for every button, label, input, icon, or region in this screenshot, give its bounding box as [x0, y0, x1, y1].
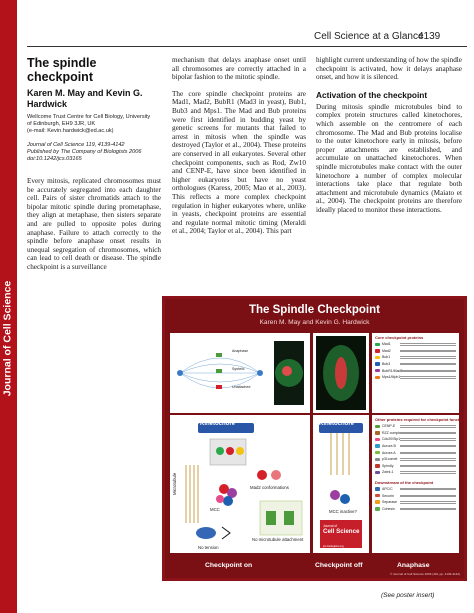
kinetochore-label: Kinetochore — [200, 421, 236, 427]
micrograph-panel — [313, 333, 369, 413]
legend-protein-name: BubR1/Mad3 — [382, 368, 403, 373]
chromosome-unattached — [216, 385, 222, 389]
core-proteins-legend — [372, 333, 459, 413]
chromosome — [284, 511, 294, 525]
inhibition-arrow — [222, 527, 230, 539]
anaphase-label: Anaphase — [397, 562, 430, 569]
legend-protein-name: Spindly — [382, 463, 394, 468]
legend-item — [372, 492, 459, 499]
column-1 — [27, 56, 161, 272]
legend-description — [400, 444, 456, 447]
journal-logo-url: jcs.biologists.org — [323, 544, 344, 548]
poster-thumbnail[interactable] — [162, 296, 467, 581]
legend-protein-name: Securin — [382, 493, 394, 498]
mad1-protein — [216, 447, 224, 455]
legend-description — [400, 451, 456, 454]
spindle-diagram — [170, 333, 310, 413]
kinetochore-diagram — [170, 415, 310, 553]
legend-swatch — [375, 349, 380, 353]
mad2-conformations-label: Mad2 conformations — [250, 485, 289, 490]
legend-protein-name: p31comet — [382, 457, 398, 462]
kinetochore-panel — [170, 415, 310, 553]
legend-swatch — [375, 431, 380, 435]
other-proteins-legend — [372, 415, 466, 553]
spindle-pole — [257, 370, 263, 376]
legend-item — [372, 506, 459, 513]
legend-item — [372, 374, 459, 381]
other-proteins-heading: Other proteins required for checkpoint function — [375, 417, 466, 422]
legend-protein-name: Zwint-1 — [382, 470, 394, 475]
body-paragraph: During mitosis spindle microtubules bind to complex protein structures called kinetochores, which assemble on the centromere of each chromosome. The Mad and Bub proteins localise to the outer kinetochore early in mitosis, before proper attachments are established, and accumulate on unattached kinetochores. When spindle microtubules make contact with the outer kinetochore a number of complex molecular interactions take place that regulate both attachment and microtubule dynamics (Maiato et al., 2004). The checkpoint proteins are therefore ideally placed to monitor these interactions. — [316, 102, 462, 214]
legend-item — [372, 430, 459, 437]
legend-swatch — [375, 451, 380, 455]
poster-title: The Spindle Checkpoint — [249, 304, 380, 316]
micrograph-image — [313, 333, 369, 413]
label-unattached: Unattached — [232, 385, 251, 389]
journal-sidebar — [0, 0, 17, 613]
legend-swatch — [375, 464, 380, 468]
legend-swatch — [375, 343, 380, 347]
legend-description — [400, 501, 456, 504]
micrograph-chromatin — [282, 366, 292, 376]
journal-logo-name: Cell Science — [323, 528, 360, 535]
legend-protein-name: APC/C — [382, 487, 393, 492]
core-proteins-heading: Core checkpoint proteins — [375, 335, 424, 340]
citation-doi: doi:10.1242/jcs.03165 — [27, 156, 82, 162]
legend-protein-name: Separase — [382, 500, 397, 505]
legend-swatch — [375, 425, 380, 429]
legend-description — [400, 369, 456, 372]
legend-item — [372, 348, 459, 355]
microtubule-bundle — [186, 465, 198, 523]
bub1-protein — [236, 447, 244, 455]
legend-protein-name: Aurora B — [382, 444, 396, 449]
article-title: The spindle checkpoint — [27, 56, 97, 84]
body-paragraph: The core spindle checkpoint proteins are Mad1, Mad2, BubR1 (Mad3 in yeast), Bub1, Bub3 and Mps1. The Mad and Bub proteins were first identified in budding yeast by genetic screens for mutants that failed to arrest in mitosis when the spindle was destroyed (Taylor et al., 2004). These proteins are conserved in all eukaryotes. Several other checkpoint components, such as Rod, Zw10 and CENP-E, have since been identified in higher eukaryotes but have no yeast orthologues (Karess, 2005; Mao et al., 2003). This reflects a more complex checkpoint regulation in higher eukaryotes where, unlike in yeasts, checkpoint proteins are essential and regulate normal mitotic timing (Meraldi et al., 2004; Taylor et al., 2004). This part — [172, 89, 306, 236]
poster-authors: Karen M. May and Kevin G. Hardwick — [259, 319, 370, 326]
legend-item — [372, 341, 459, 348]
mcc-label: MCC — [210, 507, 220, 512]
body-paragraph: highlight current understanding of how the spindle checkpoint is activated, how it delays anaphase onset, and how it is silenced. — [316, 56, 462, 82]
legend-swatch — [375, 458, 380, 462]
legend-description — [400, 464, 456, 467]
article-authors: Karen M. May and Kevin G. Hardwick — [27, 88, 143, 109]
legend-description — [400, 431, 456, 434]
legend-swatch — [375, 376, 380, 380]
legend-protein-name: CENP-E — [382, 424, 396, 429]
checkpoint-on-label: Checkpoint on — [205, 562, 253, 569]
no-tension-label: No tension — [198, 545, 219, 550]
legend-swatch — [375, 487, 380, 491]
legend-protein-name: RZZ complex — [382, 430, 403, 435]
legend-item — [372, 499, 459, 506]
no-attachment-label: No microtubule attachment — [252, 537, 304, 542]
legend-swatch — [375, 362, 380, 366]
affiliation-line: Wellcome Trust Centre for Cell Biology, University — [27, 114, 151, 120]
mcc-inactive-complex — [330, 490, 350, 504]
chromosome — [216, 353, 222, 357]
legend-protein-name: Cdc20/Slp1 — [382, 437, 401, 442]
legend-protein-name: Aurora A — [382, 450, 396, 455]
legend-item — [372, 354, 459, 361]
header-rule — [27, 46, 467, 47]
legend-description — [400, 349, 456, 352]
legend-description — [400, 507, 456, 510]
legend-description — [400, 343, 456, 346]
chromosome — [266, 511, 276, 525]
label-syntelic: Syntelic — [232, 367, 245, 371]
micrograph-chromatin — [335, 357, 347, 389]
legend-protein-name: Bub1 — [382, 355, 391, 360]
legend-protein-name: Cohesin — [382, 506, 395, 511]
legend-description — [400, 458, 456, 461]
body-paragraph: mechanism that delays anaphase onset until all chromosomes are correctly attached in a bipolar fashion to the mitotic spindle. — [172, 56, 306, 82]
legend-description — [400, 362, 456, 365]
legend-swatch — [375, 438, 380, 442]
chromosome — [216, 369, 222, 373]
journal-logo-small: Journal of — [323, 524, 337, 528]
legend-swatch — [375, 471, 380, 475]
legend-description — [400, 356, 456, 359]
spindle-diagram-panel — [170, 333, 310, 413]
legend-swatch — [375, 500, 380, 504]
column-3 — [316, 56, 462, 215]
affiliation-line: of Edinburgh, EH9 3JR, UK — [27, 121, 96, 127]
legend-swatch — [375, 444, 380, 448]
mcc-inactive-label: MCC inactive? — [329, 509, 357, 514]
legend-item — [372, 456, 459, 463]
legend-item — [372, 463, 459, 470]
mad2-conformations — [257, 470, 281, 480]
legend-item — [372, 436, 459, 443]
affiliation-email: (e-mail: Kevin.hardwick@ed.ac.uk) — [27, 128, 114, 134]
mad2-protein — [226, 447, 234, 455]
body-paragraph: Every mitosis, replicated chromosomes must be accurately segregated into each daughter cell. Pairs of sister chromatids attach to the bipolar mitotic spindle during prometaphase, they align at metaphase, then sisters separate and are pulled to opposite poles during anaphase. Failure to attach correctly to the spindle before anaphase onset results in unequal segregation of chromosomes, which can lead to cell death or disease. The spindle checkpoint is a surveillance — [27, 177, 161, 271]
column-2 — [172, 56, 306, 236]
legend-description — [400, 438, 456, 441]
header-section-title: Cell Science at a Glance — [314, 31, 424, 42]
legend-protein-name: Mad1 — [382, 342, 391, 347]
microtubule-bundle — [331, 433, 349, 475]
legend-protein-name: Bub3 — [382, 362, 391, 367]
legend-swatch — [375, 369, 380, 373]
attached-kinetochore-panel — [313, 415, 369, 553]
sidebar-journal-name: Journal of Cell Science — [1, 280, 14, 397]
header-page-number: 4139 — [418, 31, 441, 42]
section-heading-activation: Activation of the checkpoint — [316, 89, 428, 100]
legend-description — [400, 471, 456, 474]
spindle-pole — [177, 370, 183, 376]
legend-swatch — [375, 356, 380, 360]
legend-description — [400, 487, 456, 490]
legend-item — [372, 361, 459, 368]
mcc-complex — [216, 484, 237, 506]
downstream-heading: Downstream of the checkpoint — [375, 479, 434, 485]
label-anaphase: Anaphase — [232, 349, 249, 353]
kinetochore-label: Kinetochore — [319, 421, 355, 427]
apcc-complex — [196, 527, 216, 539]
legend-item — [372, 486, 459, 493]
journal-logo-box — [319, 519, 363, 549]
checkpoint-off-label: Checkpoint off — [315, 562, 363, 569]
legend-description — [400, 494, 456, 497]
poster-insert-note: (See poster insert) — [381, 592, 435, 599]
legend-item — [372, 367, 459, 374]
legend-item — [372, 423, 459, 430]
legend-item — [372, 469, 459, 476]
legend-protein-name: Mad2 — [382, 348, 391, 353]
poster-copyright: © Journal of Cell Science 2006 (119, pp. 4139-4142) — [390, 572, 460, 576]
legend-item — [372, 449, 459, 456]
legend-description — [400, 376, 456, 379]
legend-description — [400, 425, 456, 428]
poster-canvas — [165, 299, 464, 578]
citation-line: Published by The Company of Biologists 2006 — [27, 149, 142, 155]
author-affiliation — [27, 114, 161, 135]
legend-item — [372, 443, 459, 450]
legend-swatch — [375, 494, 380, 498]
citation-block — [27, 142, 161, 163]
legend-protein-name: Mps1/Mph1 — [382, 375, 401, 380]
legend-swatch — [375, 507, 380, 511]
microtubule-label: Microtubule — [172, 472, 177, 495]
citation-line: Journal of Cell Science 119, 4139-4142 — [27, 142, 125, 148]
